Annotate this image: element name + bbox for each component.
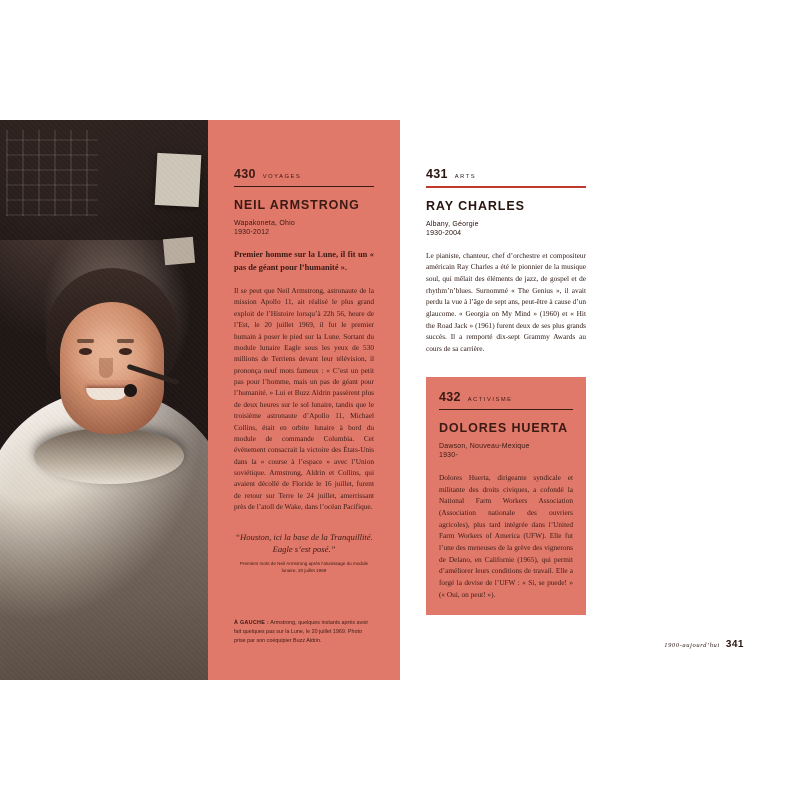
photo-caption-text: Armstrong, quelques instants après avoir fait quelques pas sur la Lune, le 20 juillet 1969. Photo prise par son coéquipier Buzz Aldrin. bbox=[234, 620, 369, 644]
entry-dates: 1930-2012 bbox=[234, 229, 270, 237]
eye-right bbox=[119, 348, 132, 355]
right-column bbox=[426, 167, 586, 615]
checklist-paper bbox=[155, 153, 202, 207]
eyebrow-left bbox=[77, 339, 94, 343]
nose bbox=[99, 358, 113, 378]
left-page bbox=[0, 120, 400, 680]
entry-body: Dolores Huerta, dirigeante syndicale et militante des droits civiques, a cofondé la National Farm Workers Association (Association nationale des ouvriers agricoles), plus tard intégrée dans l’United Farm Workers of America (UFW). Elle fut l’une des meneuses de la grève des vignerons de Delano, en Californie (1965), qui permit d’améliorer leurs conditions de travail. Elle a forgé la devise de l’UFW : « Sí, se puede! » (« Oui, on peut! »). bbox=[439, 472, 573, 599]
right-entry-card bbox=[426, 377, 586, 616]
switch-panel-icon bbox=[6, 130, 98, 216]
entry-category: ACTIVISME bbox=[467, 396, 513, 403]
checklist-paper-secondary bbox=[163, 237, 195, 266]
entry-body: Le pianiste, chanteur, chef d’orchestre et compositeur américain Ray Charles a été le pionnier de la musique soul, qui mêlait des éléments de jazz, de gospel et de rhythm’n’blues. Surnommé « The Genius », il avait perdu la vue à l’âge de sept ans, peut-être à cause d’un glaucome. « Georgia on My Mind » (1960) et « Hit the Road Jack » (1961) furent deux de ses plus grands succès. Il a remporté dix-sept Grammy Awards au cours de sa carrière. bbox=[426, 250, 586, 354]
entry-number: 432 bbox=[439, 389, 461, 404]
right-page bbox=[400, 120, 800, 680]
entry-number: 430 bbox=[234, 167, 256, 181]
entry-divider bbox=[439, 409, 573, 410]
entry-title: RAY CHARLES bbox=[426, 198, 525, 213]
eyebrow-right bbox=[117, 339, 134, 343]
entry-birthplace: Wapakoneta, Ohio bbox=[234, 220, 295, 227]
entry-birthplace: Dawson, Nouveau-Mexique bbox=[439, 442, 530, 450]
entry-body: Il se peut que Neil Armstrong, astronaute de la mission Apollo 11, ait réalisé le plus grand exploit de l’Histoire lorsqu’à 22h 56, heure de l’Est, le 20 juillet 1969, il fut le premier humain à poser le pied sur la Lune. Sortant du module lunaire Eagle sous les yeux de 530 millions de Terriens devant leur télévision, il prononça neuf mots fameux : « C’est un petit pas pour l’homme, mais un pas de géant pour l’humanité. » Lui et Buzz Aldrin passèrent plus de deux heures sur le sol lunaire, tandis que le troisième astronaute d’Apollo 11, Michael Collins, était en orbite lunaire à bord du module de commande Columbia. Cet événement consacrait la victoire des États-Unis dans la « course à l’espace » avec l’Union soviétique. Armstrong, Aldrin et Collins, qui avaient décollé de Floride le 16 juillet, furent de retour sur Terre le 24 juillet, amerrissant près de l’atoll de Wake, dans l’océan Pacifique. bbox=[234, 286, 374, 512]
folio bbox=[664, 639, 744, 650]
entry-lede: Premier homme sur la Lune, il fit un « pas de géant pour l’humanité ». bbox=[234, 250, 374, 272]
entry-dates: 1930-2004 bbox=[426, 229, 462, 237]
pull-quote: “Houston, ici la base de la Tranquillité. Eagle s’est posé.” bbox=[235, 531, 373, 555]
entry-title: NEIL ARMSTRONG bbox=[234, 198, 360, 212]
photo-caption bbox=[234, 619, 374, 645]
eye-left bbox=[79, 348, 92, 355]
entry-dates: 1930- bbox=[439, 451, 458, 459]
entry-title: DOLORES HUERTA bbox=[439, 420, 569, 435]
pull-quote-credit: Premiers mots de Neil Armstrong après l’alunissage du module lunaire, 20 juillet 1969 bbox=[239, 561, 369, 574]
suit-collar bbox=[34, 428, 184, 484]
smile bbox=[86, 388, 128, 400]
right-entry-top bbox=[426, 167, 586, 355]
entry-number: 431 bbox=[426, 167, 448, 181]
entry-category: ARTS bbox=[454, 174, 477, 180]
entry-divider bbox=[426, 186, 586, 188]
photo-caption-lead: À GAUCHE : bbox=[234, 620, 270, 627]
entry-header bbox=[234, 167, 374, 181]
page-number: 341 bbox=[725, 639, 744, 650]
left-entry bbox=[208, 120, 400, 680]
entry-category: VOYAGES bbox=[262, 174, 302, 180]
entry-header bbox=[439, 390, 573, 404]
book-spread bbox=[0, 120, 800, 680]
entry-birthplace: Albany, Géorgie bbox=[426, 220, 479, 228]
entry-divider bbox=[234, 186, 374, 187]
microphone-icon bbox=[124, 384, 137, 397]
armstrong-photograph bbox=[0, 120, 208, 680]
folio-era: 1900-aujourd’hui bbox=[664, 642, 720, 649]
entry-header bbox=[426, 167, 586, 181]
